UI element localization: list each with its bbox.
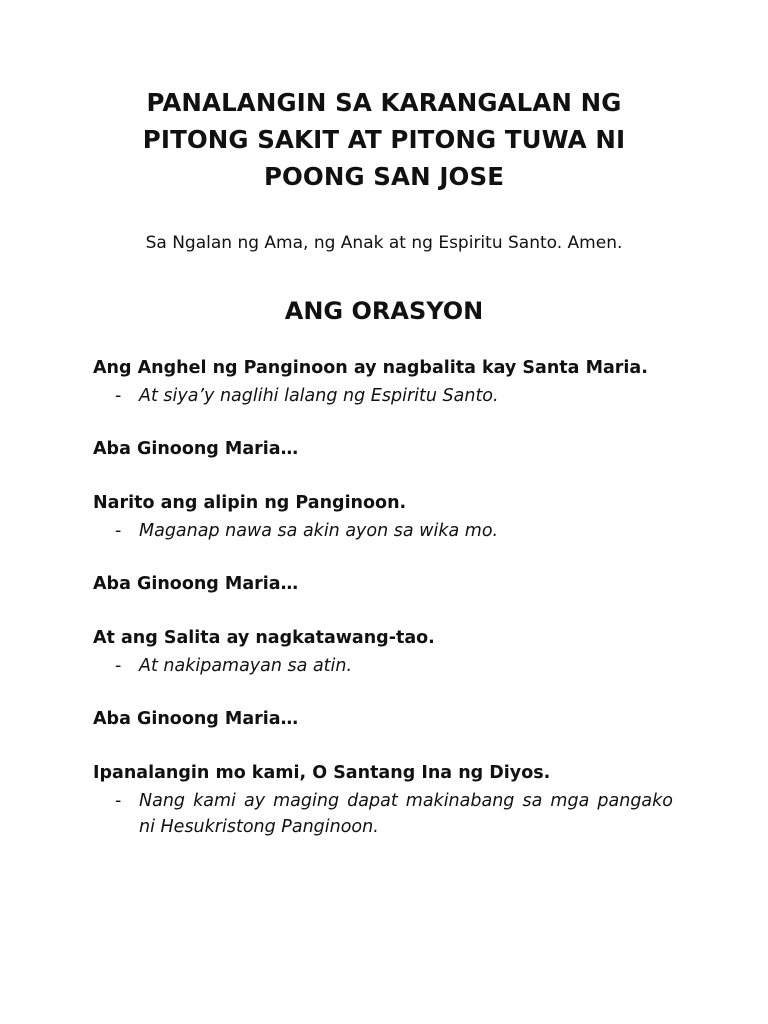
response-dash: -	[115, 791, 122, 811]
verse-line: Narito ang alipin ng Panginoon.	[93, 493, 407, 513]
prayer-verse-block	[93, 707, 673, 731]
sign-of-the-cross-invocation: Sa Ngalan ng Ama, ng Anak at ng Espiritu Santo. Amen.	[145, 233, 623, 253]
prayer-verse-block	[93, 572, 673, 596]
response-line	[93, 788, 673, 840]
verse-line: Ipanalangin mo kami, O Santang Ina ng Diyos.	[93, 763, 551, 783]
title-line-1: PANALANGIN SA KARANGALAN NG	[146, 88, 622, 117]
hail-mary-line: Aba Ginoong Maria…	[93, 709, 299, 729]
prayer-verse-block	[93, 761, 673, 840]
document-title	[100, 84, 668, 195]
response-text: Maganap nawa sa akin ayon sa wika mo.	[139, 521, 499, 541]
verse-line: Ang Anghel ng Panginoon ay nagbalita kay Santa Maria.	[93, 358, 648, 378]
prayer-verse-block	[93, 626, 673, 679]
title-line-2: PITONG SAKIT AT PITONG TUWA NI	[142, 125, 626, 154]
title-line-3: POONG SAN JOSE	[263, 162, 505, 191]
prayer-verse-block	[93, 356, 673, 409]
prayer-verse-block	[93, 437, 673, 461]
response-dash: -	[115, 386, 122, 406]
hail-mary-line: Aba Ginoong Maria…	[93, 574, 299, 594]
section-heading: ANG ORASYON	[284, 297, 484, 325]
response-text: At nakipamayan sa atin.	[139, 656, 353, 676]
prayer-verse-block	[93, 491, 673, 544]
response-line	[93, 383, 673, 409]
hail-mary-line: Aba Ginoong Maria…	[93, 439, 299, 459]
verse-line: At ang Salita ay nagkatawang-tao.	[93, 628, 435, 648]
response-dash: -	[115, 521, 122, 541]
response-text: At siya’y naglihi lalang ng Espiritu Santo.	[139, 386, 499, 406]
prayer-body	[93, 356, 673, 868]
response-line	[93, 653, 673, 679]
response-line	[93, 518, 673, 544]
response-text: Nang kami ay maging dapat makinabang sa mga pangako ni Hesukristong Panginoon.	[139, 791, 673, 837]
response-dash: -	[115, 656, 122, 676]
